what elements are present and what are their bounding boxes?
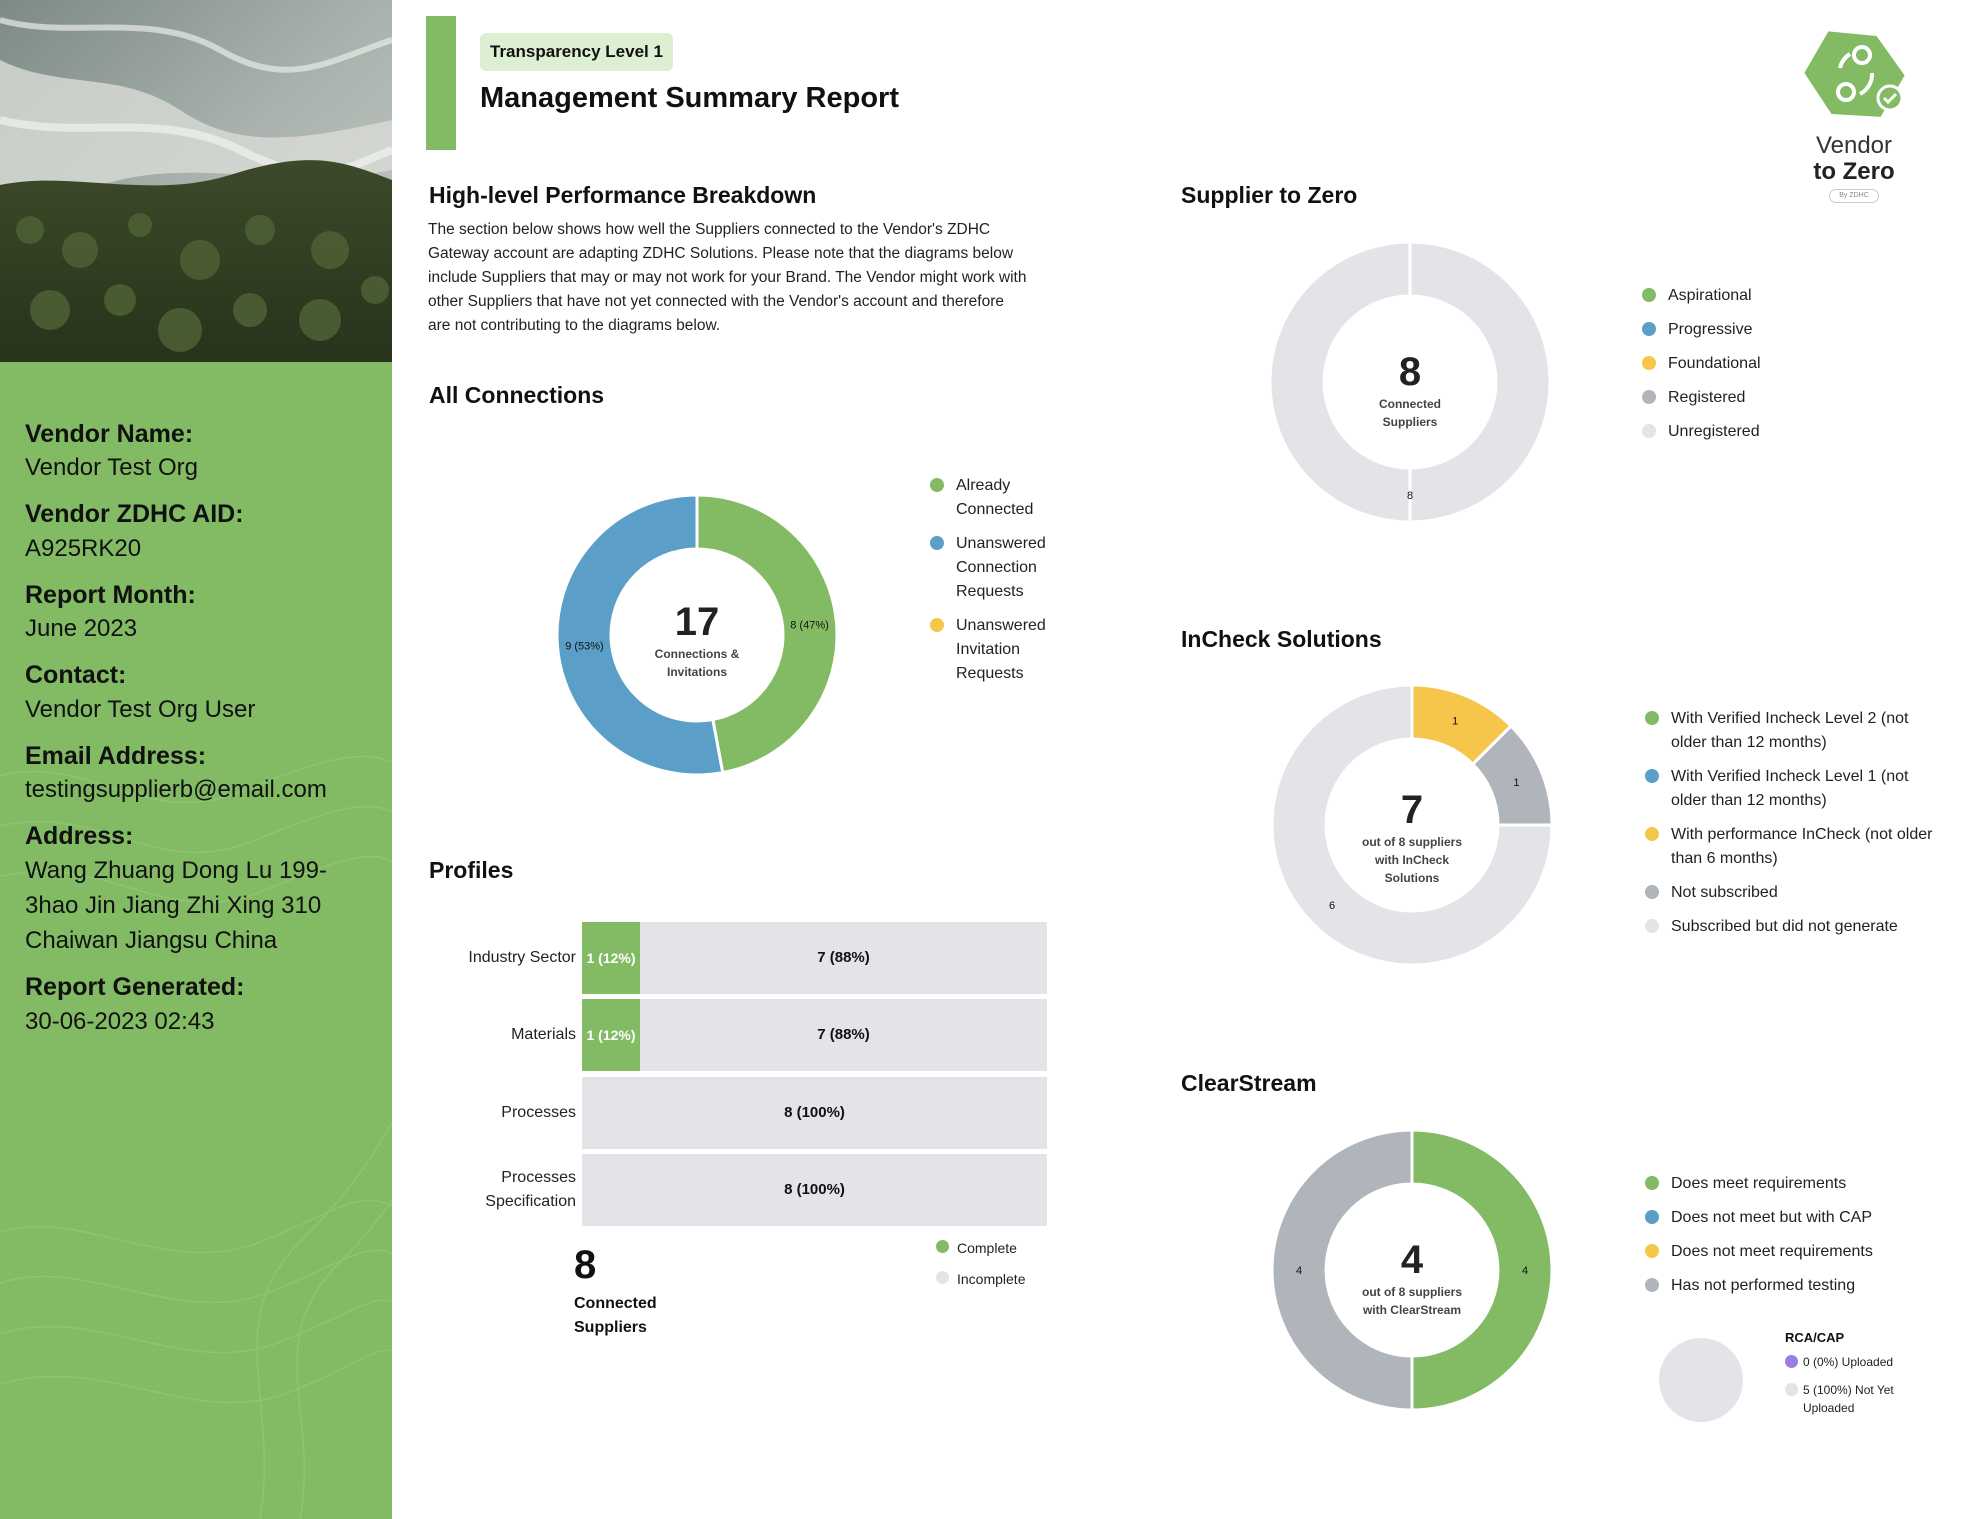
email-label: Email Address:: [25, 742, 207, 770]
s2z-center-value: 8: [1398, 350, 1422, 394]
legend-dot: [930, 478, 944, 492]
rca-cap-title: RCA/CAP: [1785, 1330, 1845, 1345]
legend-item: [1642, 318, 1752, 342]
logo-line1: Vendor: [1815, 132, 1893, 159]
legend-dot: [1645, 711, 1659, 725]
all-connections-donut: [547, 485, 847, 785]
legend-label: Unanswered Connection Requests: [956, 535, 1046, 600]
donut-slice-label: 8: [1406, 490, 1414, 502]
clearstream-center-value: 4: [1400, 1238, 1424, 1282]
contact-label: Contact:: [25, 661, 127, 689]
email-value: testingsupplierb@email.com: [25, 776, 327, 803]
donut-slice-label: 1: [1513, 776, 1520, 789]
donut-slice-label: 6: [1329, 899, 1336, 912]
legend-label: Subscribed but did not generate: [1671, 918, 1898, 935]
profiles-category-label: Industry Sector: [468, 949, 576, 966]
legend-label: Aspirational: [1668, 287, 1752, 304]
vendor-to-zero-logo-icon: [1790, 28, 1918, 128]
header-accent-bar: [426, 16, 456, 150]
incheck-title: InCheck Solutions: [1181, 626, 1382, 652]
all-connections-center-label: Connections & Invitations: [654, 647, 740, 679]
legend-label: Does not meet but with CAP: [1671, 1209, 1872, 1226]
legend-label: Foundational: [1668, 355, 1761, 372]
vendor-name-value: Vendor Test Org: [25, 454, 198, 481]
legend-item: [930, 532, 1080, 604]
donut-slice: [1272, 1130, 1412, 1410]
performance-title: High-level Performance Breakdown: [429, 182, 817, 208]
incheck-center-label: out of 8 suppliers with InCheck Solutions: [1361, 835, 1462, 885]
profiles-bar-complete: 1 (12%): [582, 922, 640, 994]
legend-item: [1645, 1240, 1873, 1264]
profiles-category-label: Materials: [511, 1026, 576, 1043]
profiles-bar-complete: 1 (12%): [582, 999, 640, 1071]
legend-item: [930, 614, 1080, 686]
legend-item: [1785, 1381, 1915, 1417]
legend-item: [1642, 284, 1752, 308]
legend-item: [1785, 1353, 1915, 1371]
legend-label: Not subscribed: [1671, 884, 1778, 901]
supplier-to-zero-title: Supplier to Zero: [1181, 182, 1358, 208]
legend-label: Incomplete: [957, 1271, 1026, 1287]
legend-dot: [1785, 1355, 1798, 1368]
legend-label: With Verified Incheck Level 2 (not older than 12 months): [1671, 710, 1909, 751]
legend-label: Already Connected: [956, 477, 1034, 518]
profiles-bar-row: [582, 1077, 1047, 1149]
legend-label: 0 (0%) Uploaded: [1803, 1355, 1894, 1369]
all-connections-center-value: 17: [674, 600, 720, 644]
donut-slice-label: 9 (53%): [565, 640, 604, 653]
profiles-bar-incomplete: 8 (100%): [784, 1104, 845, 1121]
donut-slice-label: 4: [1521, 1265, 1529, 1277]
donut-slice-label: 8 (47%): [790, 619, 829, 632]
legend-item: [1645, 1274, 1855, 1298]
profiles-connected-value: 8: [574, 1243, 597, 1287]
logo-line2: to Zero: [1813, 158, 1895, 185]
legend-label: 5 (100%) Not Yet Uploaded: [1803, 1383, 1894, 1415]
legend-dot: [936, 1271, 949, 1284]
cover-photo-coastline: [0, 0, 392, 362]
contact-value: Vendor Test Org User: [25, 696, 256, 723]
report-month-label: Report Month:: [25, 581, 196, 609]
legend-label: Unanswered Invitation Requests: [956, 617, 1046, 682]
legend-item: [1642, 352, 1761, 376]
legend-dot: [1645, 1244, 1659, 1258]
legend-dot: [1645, 827, 1659, 841]
legend-item: [1645, 1172, 1846, 1196]
profiles-bar-row: [582, 1154, 1047, 1226]
legend-item: [1645, 765, 1945, 813]
donut-slice: [1412, 1130, 1552, 1410]
legend-label: Progressive: [1668, 321, 1753, 338]
incheck-donut: [1262, 675, 1562, 975]
legend-label: Registered: [1668, 389, 1746, 406]
legend-dot: [1645, 769, 1659, 783]
legend-dot: [1645, 1176, 1659, 1190]
legend-item: [1645, 823, 1945, 871]
incheck-center-value: 7: [1400, 788, 1424, 832]
legend-dot: [1642, 356, 1656, 370]
profiles-bar-row: [582, 922, 1047, 994]
rca-cap-pie: [1659, 1338, 1743, 1422]
donut-slice-label: 4: [1295, 1265, 1303, 1277]
legend-item: [1642, 420, 1760, 444]
legend-item: [930, 474, 1080, 522]
legend-dot: [1642, 322, 1656, 336]
donut-slice-label: 1: [1452, 715, 1459, 728]
report-generated-value: 30-06-2023 02:43: [25, 1008, 215, 1035]
clearstream-center-label: out of 8 suppliers with ClearStream: [1361, 1285, 1462, 1317]
legend-item: [1645, 915, 1898, 939]
rca-cap-legend: [1785, 1353, 1915, 1417]
supplier-to-zero-donut: [1260, 232, 1560, 532]
clearstream-title: ClearStream: [1181, 1070, 1317, 1096]
legend-label: Does not meet requirements: [1671, 1243, 1873, 1260]
legend-item: [1645, 881, 1778, 905]
legend-item: [1642, 386, 1745, 410]
legend-dot: [1645, 1210, 1659, 1224]
profiles-bar-row: [582, 999, 1047, 1071]
logo-sub: By ZDHC: [1829, 189, 1879, 203]
vendor-aid-label: Vendor ZDHC AID:: [25, 500, 244, 528]
legend-dot: [930, 536, 944, 550]
legend-dot: [936, 1240, 949, 1253]
vendor-name-label: Vendor Name:: [25, 420, 194, 448]
profiles-bar-incomplete: 8 (100%): [784, 1181, 845, 1198]
legend-label: Unregistered: [1668, 423, 1760, 440]
page-title: Management Summary Report: [480, 82, 899, 114]
profiles-bar-incomplete: 7 (88%): [817, 1026, 870, 1043]
clearstream-donut: [1262, 1120, 1562, 1420]
vendor-aid-value: A925RK20: [25, 535, 142, 562]
legend-dot: [1642, 390, 1656, 404]
legend-item: [936, 1236, 1017, 1260]
transparency-level-badge: Transparency Level 1: [480, 33, 673, 71]
legend-label: Has not performed testing: [1671, 1277, 1856, 1294]
vendor-to-zero-logo: [1790, 28, 1918, 198]
profiles-category-label: Processes Specification: [485, 1169, 576, 1210]
profiles-bar-incomplete: 7 (88%): [817, 949, 870, 966]
legend-item: [1645, 707, 1945, 755]
address-label: Address:: [25, 822, 134, 850]
legend-dot: [1642, 424, 1656, 438]
legend-label: With performance InCheck (not older than 6 months): [1671, 826, 1933, 867]
legend-label: With Verified Incheck Level 1 (not older than 12 months): [1671, 768, 1909, 809]
performance-description: The section below shows how well the Suppliers connected to the Vendor's ZDHC Gateway account are adapting ZDHC Solutions. Please note that the diagrams below include Suppliers that may or may not work for your Brand. The Vendor might work with other Suppliers that have not yet connected with the Vendor's account and therefore are not contributing to the diagrams below.: [428, 221, 1027, 334]
report-month-value: June 2023: [25, 615, 138, 642]
legend-label: Complete: [957, 1240, 1017, 1256]
address-value: Wang Zhuang Dong Lu 199-3hao Jin Jiang Zhi Xing 310 Chaiwan Jiangsu China: [25, 857, 327, 954]
legend-dot: [1645, 1278, 1659, 1292]
legend-dot: [1645, 885, 1659, 899]
legend-dot: [1645, 919, 1659, 933]
profiles-connected-label: Connected Suppliers: [574, 1295, 657, 1336]
profiles-title: Profiles: [429, 857, 514, 883]
legend-dot: [1642, 288, 1656, 302]
legend-dot: [1785, 1383, 1798, 1396]
all-connections-title: All Connections: [429, 382, 605, 408]
legend-label: Does meet requirements: [1671, 1175, 1847, 1192]
legend-item: [1645, 1206, 1872, 1230]
legend-dot: [930, 618, 944, 632]
s2z-center-label: Connected Suppliers: [1378, 397, 1441, 429]
vendor-info-sidebar: [0, 0, 392, 1519]
report-generated-label: Report Generated:: [25, 973, 245, 1001]
legend-item: [936, 1267, 1025, 1291]
profiles-category-label: Processes: [501, 1104, 576, 1121]
